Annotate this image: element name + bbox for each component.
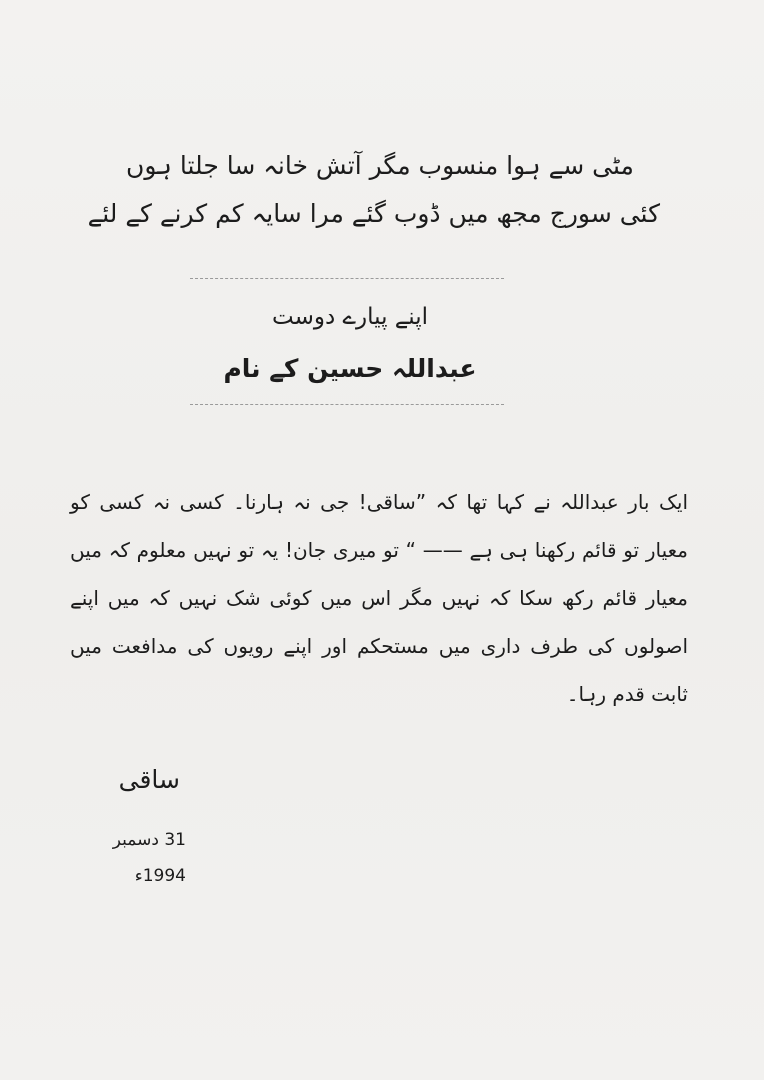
divider-bottom bbox=[190, 404, 504, 405]
body-paragraph: ایک بار عبداللہ نے کہا تھا کہ ”ساقی! جی نہ ہارنا۔ کسی نہ کسی کو معیار تو قائم رکھنا ہی ہے —— “ تو میری جان! یہ تو نہیں معلوم کہ میں معیار قائم رکھ سکا کہ نہیں مگر اس میں کوئی شک نہیں کہ میں اپنے اصولوں کی طرف داری میں مستحکم اور اپنے رویوں کی مدافعت میں ثابت قدم رہا۔ bbox=[70, 490, 688, 706]
dedication-line-1: اپنے پیارے دوست bbox=[272, 304, 428, 330]
couplet-line-1: مٹی سے ہوا منسوب مگر آتش خانہ سا جلتا ہوں bbox=[126, 151, 634, 180]
divider-top bbox=[190, 278, 504, 279]
couplet bbox=[87, 142, 660, 238]
date: 31 دسمبر 1994ء bbox=[112, 830, 186, 886]
couplet-line-2: کئی سورج مجھ میں ڈوب گئے مرا سایہ کم کرنے کے لئے bbox=[87, 199, 660, 228]
dedication-line-2: عبداللہ حسین کے نام bbox=[223, 354, 477, 383]
signature: ساقی bbox=[118, 765, 180, 794]
dedication bbox=[160, 292, 540, 396]
